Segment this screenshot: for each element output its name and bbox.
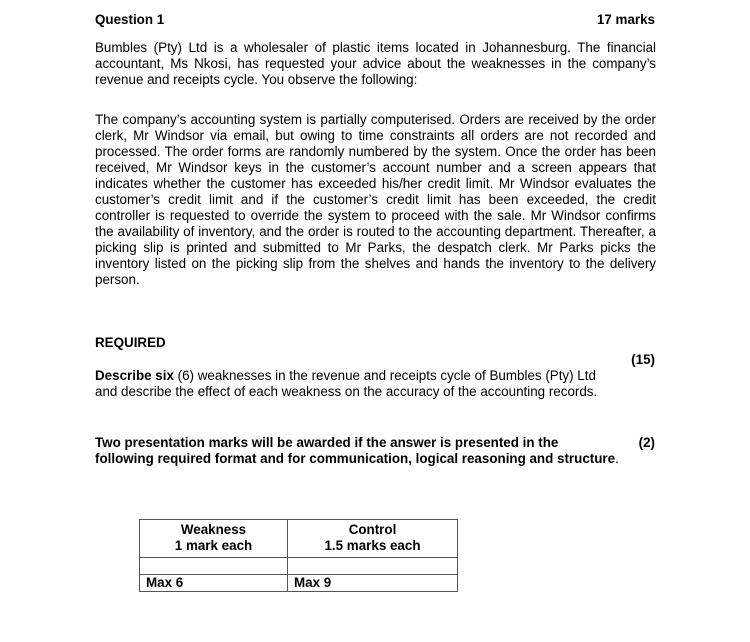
answer-format-table — [139, 519, 458, 592]
control-header — [288, 520, 458, 558]
empty-cell — [288, 558, 458, 575]
required-heading: REQUIRED — [95, 335, 166, 350]
task-text — [95, 368, 620, 400]
weakness-max: Max 6 — [140, 575, 288, 592]
task-rest: (6) weaknesses in the revenue and receipts cycle of Bumbles (Pty) Ltd and describe the effect of each weakness on the accuracy of the accounting records. — [95, 368, 598, 399]
header-line: Control — [348, 522, 397, 537]
presentation-marks: (2) — [638, 435, 655, 450]
empty-cell — [140, 558, 288, 575]
question-title: Question 1 — [95, 12, 165, 27]
control-max: Max 9 — [288, 575, 458, 592]
header-line: Weakness — [180, 522, 247, 537]
presentation-text — [95, 435, 620, 467]
question-marks: 17 marks — [596, 12, 655, 27]
header-line: 1 mark each — [174, 538, 253, 553]
table-header-row — [140, 520, 458, 558]
task-marks: (15) — [631, 352, 655, 367]
intro-paragraph: Bumbles (Pty) Ltd is a wholesaler of plastic items located in Johannesburg. The financial accountant, Ms Nkosi, has requested your advice about the weaknesses in the company’s revenue and receipts cycle. You observe the following: — [95, 40, 656, 87]
presentation-end: . — [615, 451, 619, 466]
table-empty-row — [140, 558, 458, 575]
header-line: 1.5 marks each — [324, 538, 421, 553]
task-bold: Describe six — [95, 368, 174, 383]
weakness-header — [140, 520, 288, 558]
scenario-paragraph: The company’s accounting system is partially computerised. Orders are received by the order clerk, Mr Windsor via email, but owing to time constraints all orders are not recorded and processed. The order forms are randomly numbered by the system. Once the order has been received, Mr Windsor keys in the customer’s account number and a screen appears that indicates whether the customer has exceeded his/her credit limit. Mr Windsor evaluates the customer’s credit limit and if the customer’s credit limit has been exceeded, the credit controller is requested to override the system to proceed with the sale. Mr Windsor confirms the availability of inventory, and the order is routed to the accounting department. Thereafter, a picking slip is printed and submitted to Mr Parks, the despatch clerk. Mr Parks picks the inventory listed on the picking slip from the shelves and hands the inventory to the delivery person. — [95, 112, 656, 287]
table-total-row — [140, 575, 458, 592]
presentation-bold: Two presentation marks will be awarded if the answer is presented in the following required format and for communication, logical reasoning and structure — [95, 435, 616, 466]
